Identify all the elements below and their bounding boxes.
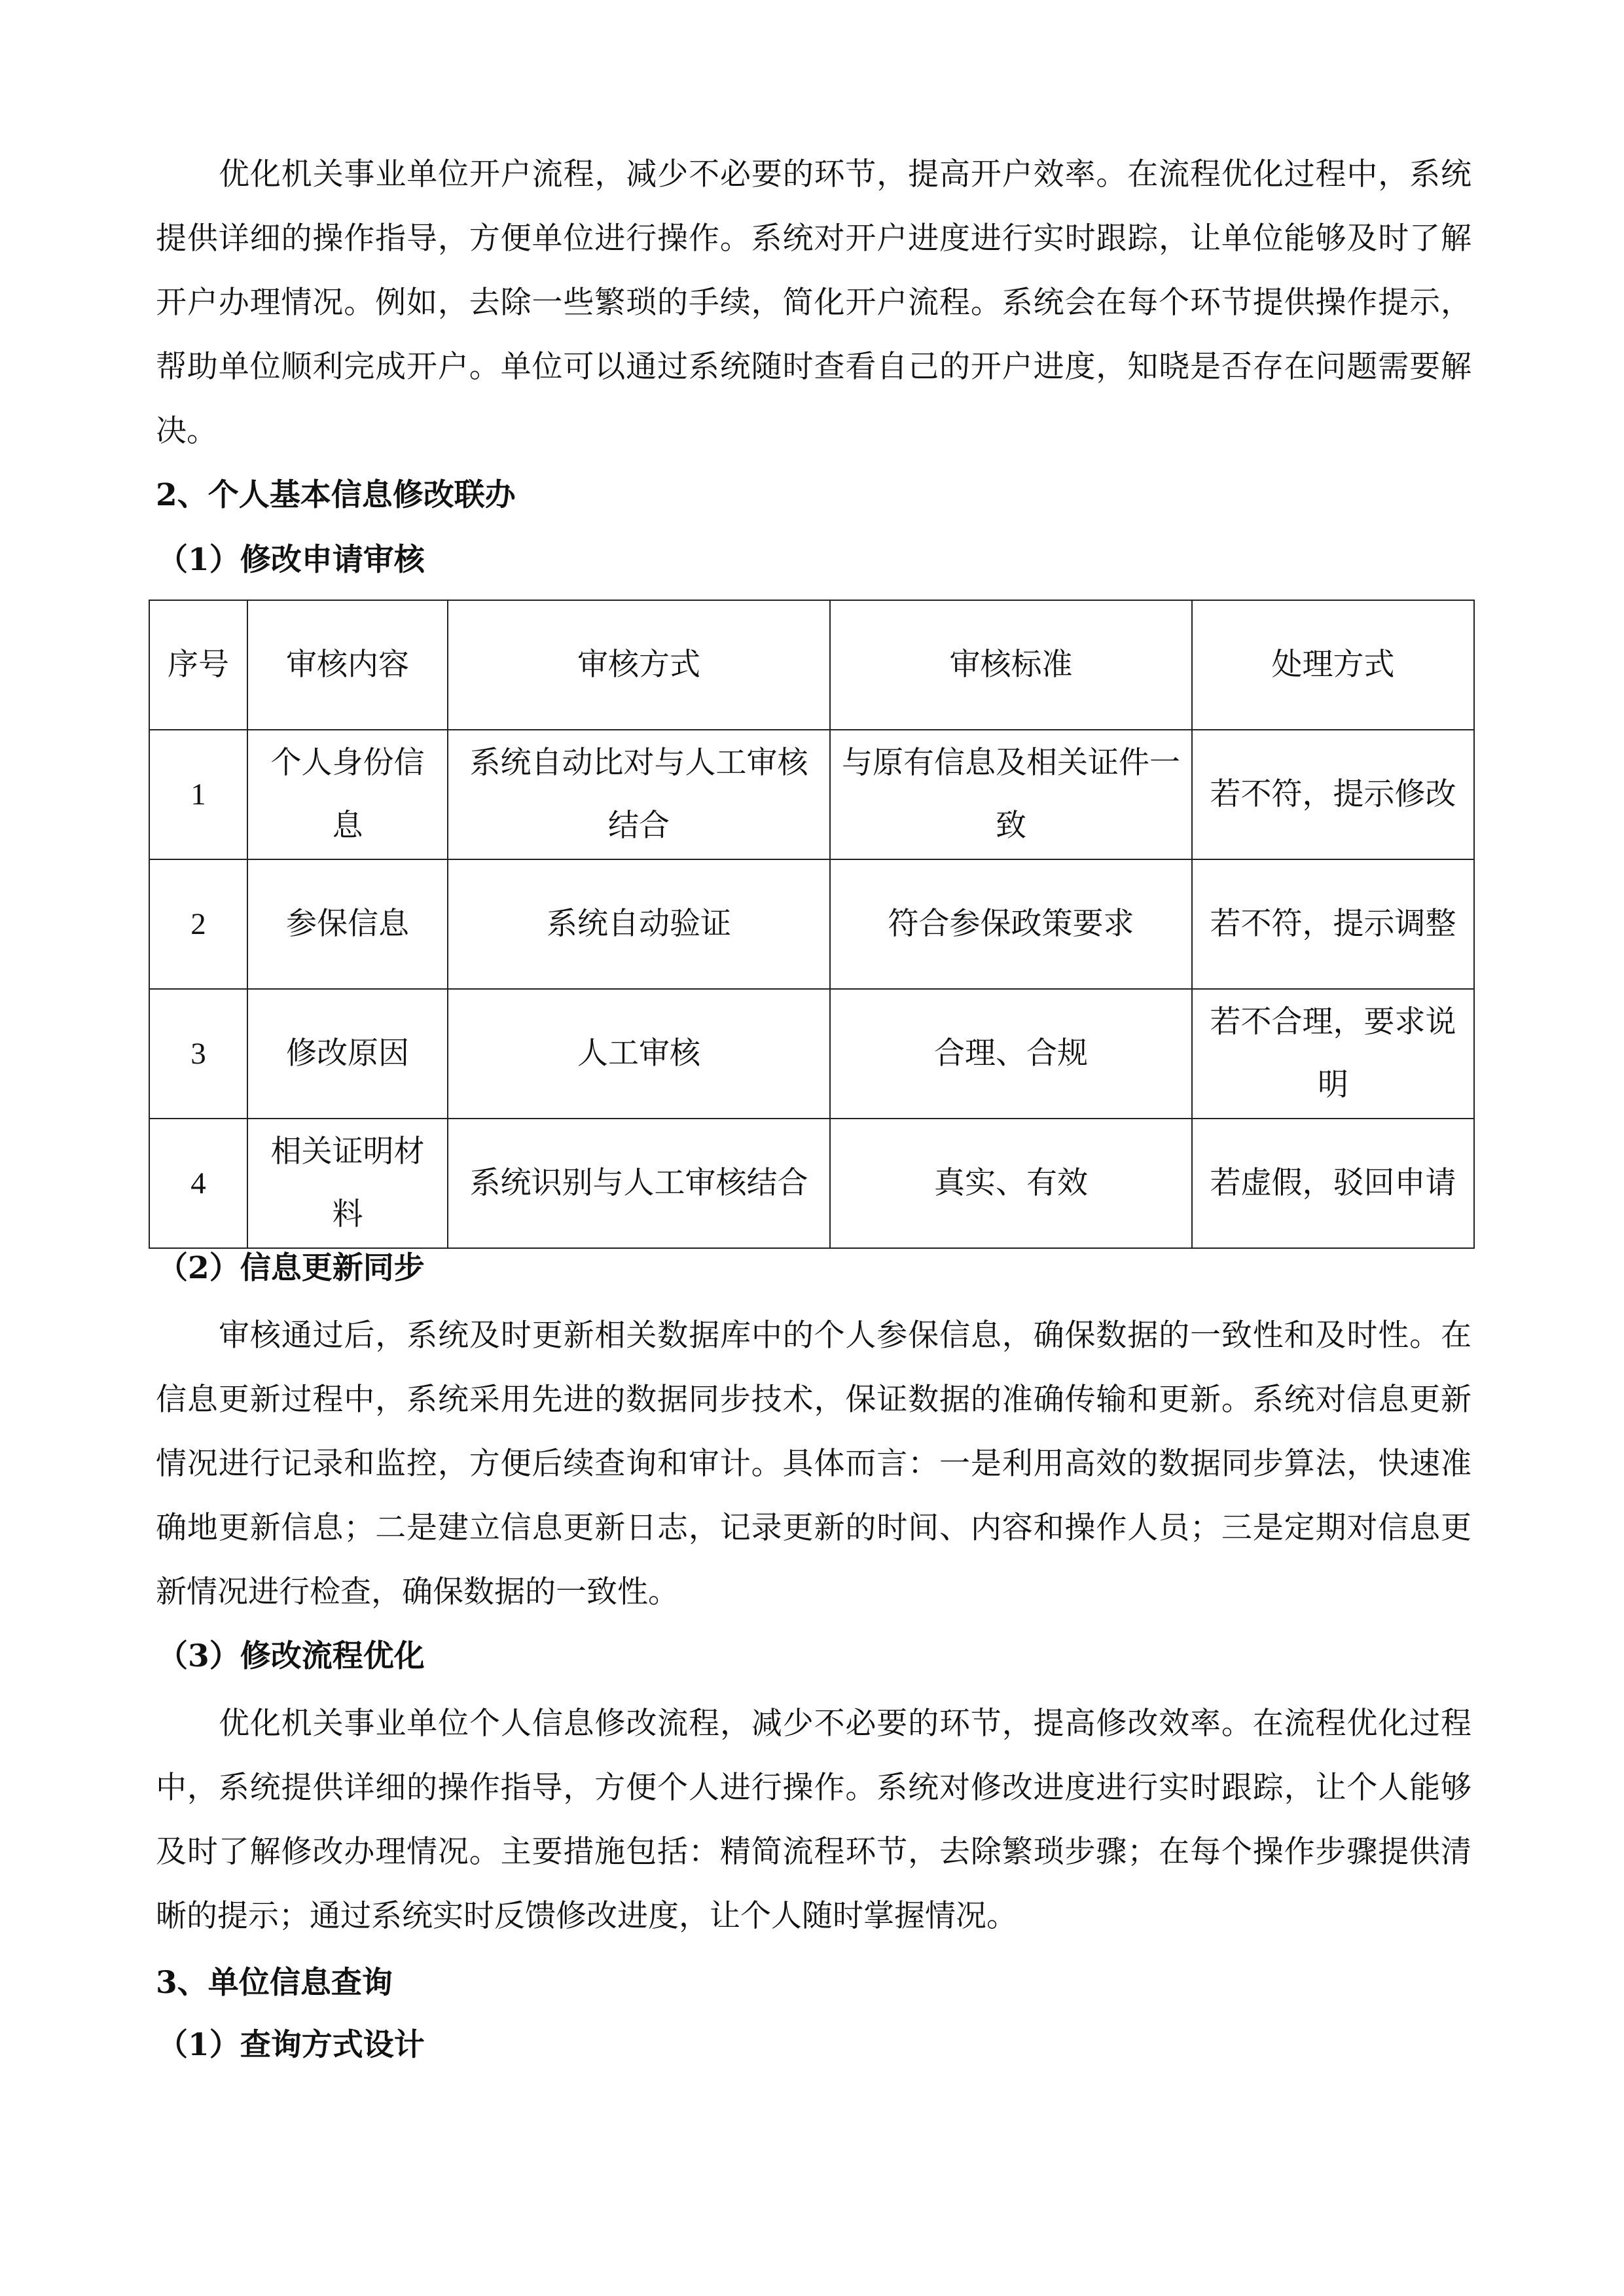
cell-handling: 若不符，提示调整 [1192,859,1474,989]
table-row [149,989,1474,1119]
cell-content: 相关证明材料 [247,1119,448,1248]
section-2-2-heading: （2）信息更新同步 [157,1250,425,1286]
cell-handling: 若不合理，要求说明 [1192,989,1474,1119]
cell-standard: 符合参保政策要求 [830,859,1192,989]
cell-standard: 与原有信息及相关证件一致 [830,730,1192,859]
table-row [149,859,1474,989]
table-row [149,730,1474,859]
section-2-3-heading: （3）修改流程优化 [157,1638,425,1674]
section-3-1-heading: （1）查询方式设计 [157,2027,425,2063]
header-handling: 处理方式 [1192,600,1474,730]
cell-standard: 真实、有效 [830,1119,1192,1248]
table-row [149,1119,1474,1248]
header-standard: 审核标准 [830,600,1192,730]
cell-seq: 4 [149,1119,247,1248]
cell-content: 个人身份信息 [247,730,448,859]
cell-seq: 2 [149,859,247,989]
cell-handling: 若虚假，驳回申请 [1192,1119,1474,1248]
cell-content: 修改原因 [247,989,448,1119]
intro-paragraph: 优化机关事业单位开户流程，减少不必要的环节，提高开户效率。在流程优化过程中，系统提供详细的操作指导，方便单位进行操作。系统对开户进度进行实时跟踪，让单位能够及时了解开户办理情况。例如，去除一些繁琐的手续，简化开户流程。系统会在每个环节提供操作提示，帮助单位顺利完成开户。单位可以通过系统随时查看自己的开户进度，知晓是否存在问题需要解决。 [156,156,1471,449]
section-2-heading: 2、个人基本信息修改联办 [156,477,516,513]
section-2-1-heading: （1）修改申请审核 [157,542,425,578]
sync-paragraph: 审核通过后，系统及时更新相关数据库中的个人参保信息，确保数据的一致性和及时性。在信息更新过程中，系统采用先进的数据同步技术，保证数据的准确传输和更新。系统对信息更新情况进行记录和监控，方便后续查询和审计。具体而言：一是利用高效的数据同步算法，快速准确地更新信息；二是建立信息更新日志，记录更新的时间、内容和操作人员；三是定期对信息更新情况进行检查，确保数据的一致性。 [156,1318,1471,1610]
cell-method: 系统自动验证 [448,859,830,989]
cell-content: 参保信息 [247,859,448,989]
cell-handling: 若不符，提示修改 [1192,730,1474,859]
optimization-paragraph: 优化机关事业单位个人信息修改流程，减少不必要的环节，提高修改效率。在流程优化过程中，系统提供详细的操作指导，方便个人进行操作。系统对修改进度进行实时跟踪，让个人能够及时了解修改办理情况。主要措施包括：精简流程环节，去除繁琐步骤；在每个操作步骤提供清晰的提示；通过系统实时反馈修改进度，让个人随时掌握情况。 [156,1706,1471,1934]
cell-standard: 合理、合规 [830,989,1192,1119]
cell-method: 人工审核 [448,989,830,1119]
cell-method: 系统自动比对与人工审核结合 [448,730,830,859]
header-method: 审核方式 [448,600,830,730]
review-table [149,600,1475,1249]
section-3-heading: 3、单位信息查询 [156,1965,393,2001]
header-seq: 序号 [149,600,247,730]
header-content: 审核内容 [247,600,448,730]
cell-method: 系统识别与人工审核结合 [448,1119,830,1248]
table-header-row [149,600,1474,730]
cell-seq: 3 [149,989,247,1119]
cell-seq: 1 [149,730,247,859]
